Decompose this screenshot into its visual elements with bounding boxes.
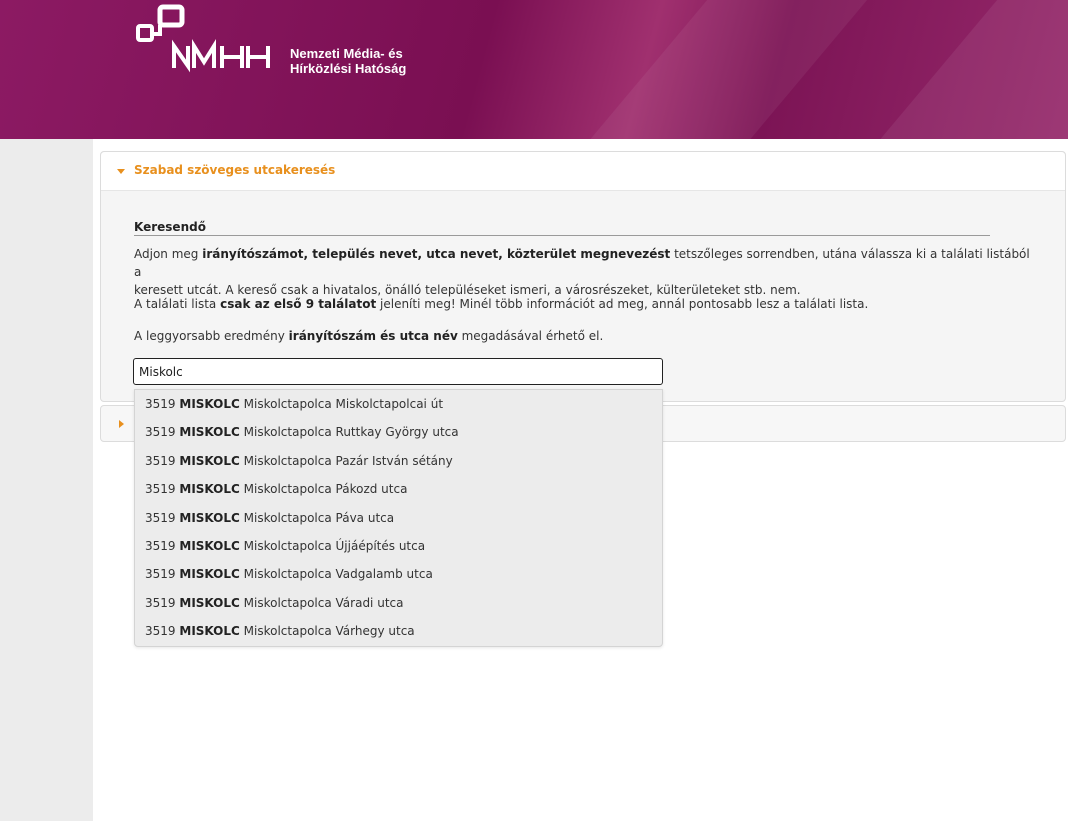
organization-name-line2: Hírközlési Hatóság [290,61,407,76]
city-name: MISKOLC [179,453,240,468]
suggestion-item[interactable] [135,589,662,617]
street-name: Miskolctapolca Vadgalamb utca [243,567,433,582]
street-name: Miskolctapolca Váradi utca [243,595,404,610]
nmhh-logo[interactable] [136,4,286,74]
street-name: Miskolctapolca Páva utca [243,510,395,525]
autocomplete-dropdown [134,389,663,647]
zip-code: 3519 [145,397,176,411]
emphasis-text: irányítószámot, település nevet, utca nevet, közterület megnevezést [202,247,671,261]
text: keresett utcát. A kereső csak a hivatalos, önálló településeket ismeri, a városrészeket, külterületeket stb. nem. [134,283,801,297]
city-name: MISKOLC [179,595,240,610]
city-name: MISKOLC [179,397,240,411]
panel-title[interactable]: Szabad szöveges utcakeresés [134,163,336,177]
text: megadásával érhető el. [457,329,604,343]
text: A találati lista [134,297,221,311]
site-header [0,0,1068,139]
zip-code: 3519 [145,482,176,497]
suggestion-item[interactable] [135,617,662,645]
street-name: Miskolctapolca Várhegy utca [243,624,415,639]
emphasis-text: csak az első 9 találatot [220,297,377,311]
suggestion-item[interactable] [135,418,662,446]
street-name: Miskolctapolca Újjáépítés utca [243,538,426,553]
street-name: Miskolctapolca Pákozd utca [243,482,408,497]
suggestion-item[interactable] [135,504,662,532]
header-stripe [846,0,1068,139]
city-name: MISKOLC [179,482,240,497]
zip-code: 3519 [145,425,176,440]
collapsed-caret-icon[interactable] [119,420,124,428]
text: Adjon meg [134,247,203,261]
street-name: Miskolctapolca Ruttkay György utca [243,425,459,440]
text: jeleníti meg! Minél több információt ad meg, annál pontosabb lesz a találati lista. [376,297,869,311]
city-name: MISKOLC [179,538,240,553]
suggestion-item[interactable] [135,560,662,588]
street-search-input[interactable] [133,358,663,385]
instruction-paragraph-2 [134,295,1034,313]
header-stripe [556,0,884,139]
organization-name-line1: Nemzeti Média- és [290,46,403,61]
emphasis-text: irányítószám és utca név [288,329,458,343]
left-sidebar [0,139,93,821]
panel-header[interactable] [101,152,1065,191]
instruction-paragraph-1 [134,245,1034,299]
city-name: MISKOLC [179,425,240,440]
city-name: MISKOLC [179,624,240,639]
street-name: Miskolctapolca Miskolctapolcai út [243,397,444,411]
zip-code: 3519 [145,624,176,639]
zip-code: 3519 [145,567,176,582]
suggestion-item[interactable] [135,532,662,560]
suggestion-item[interactable] [135,447,662,475]
street-name: Miskolctapolca Pazár István sétány [243,453,453,468]
zip-code: 3519 [145,510,176,525]
expanded-caret-icon[interactable] [117,169,125,174]
text: A leggyorsabb eredmény [134,329,289,343]
zip-code: 3519 [145,595,176,610]
instruction-paragraph-3 [134,327,1034,345]
organization-name [290,46,406,76]
zip-code: 3519 [145,538,176,553]
city-name: MISKOLC [179,567,240,582]
text: tetszőleges sorrendben, utána válassza ki a találati listából a [134,247,1030,279]
section-title: Keresendő [134,220,990,236]
city-name: MISKOLC [179,510,240,525]
suggestion-item[interactable] [135,390,662,418]
suggestion-item[interactable] [135,475,662,503]
zip-code: 3519 [145,453,176,468]
